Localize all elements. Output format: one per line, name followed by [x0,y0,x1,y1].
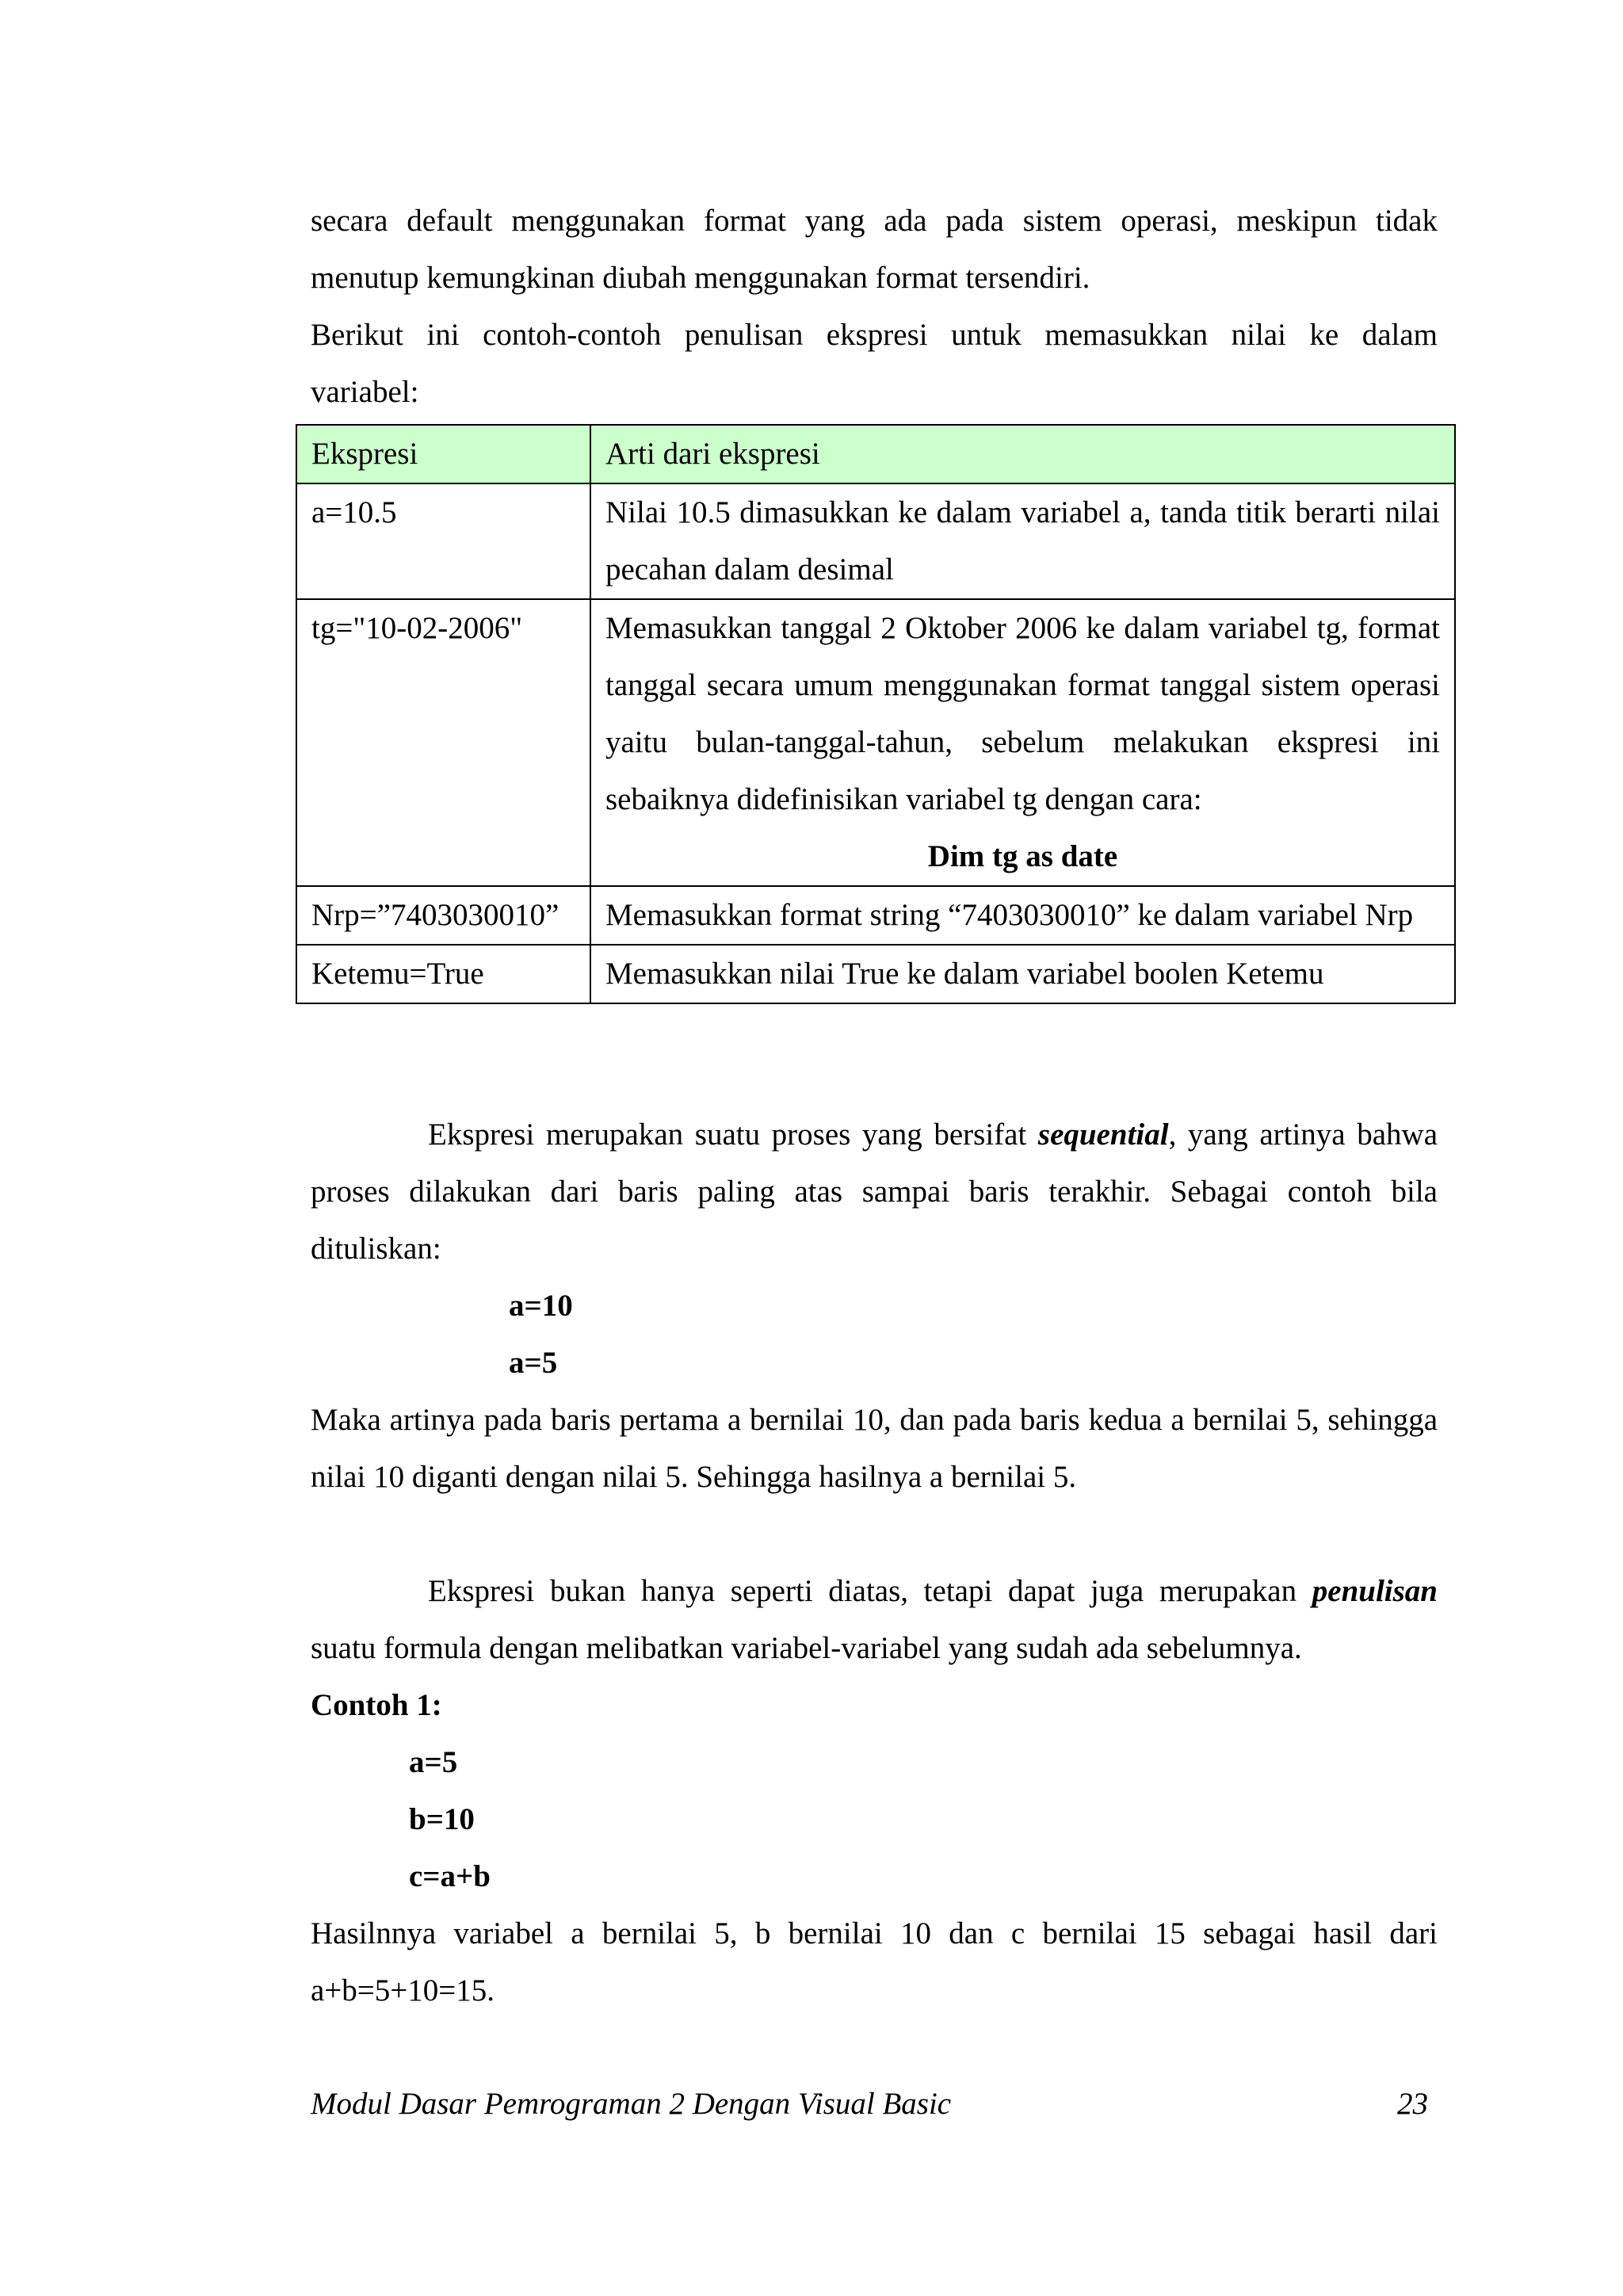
table-header-meaning: Arti dari ekspresi [590,425,1455,483]
intro-line-1: secara default menggunakan format yang ada pada sistem operasi, meskipun tidak [311,204,1438,238]
table-row [296,945,1455,1003]
intro-line-4: variabel: [311,375,419,409]
paragraph-text: , yang artinya bahwa proses dilakukan dari baris paling atas sampai baris terakhir. Sebagai contoh bila dituliskan: [311,1117,1438,1266]
table-header-row [296,425,1455,483]
table-cell-meaning: Memasukkan format string “7403030010” ke dalam variabel Nrp [590,886,1455,945]
page-number: 23 [1397,2087,1428,2121]
table-cell-expression: tg="10-02-2006" [296,599,590,886]
example-heading: Contoh 1: [311,1688,442,1722]
table-cell-expression: Nrp=”7403030010” [296,886,590,945]
paragraph-formula [311,1563,1438,1677]
code-line: c=a+b [409,1859,491,1893]
paragraph-text: suatu formula dengan melibatkan variabel-variabel yang sudah ada sebelumnya. [311,1631,1302,1665]
paragraph-text: Ekspresi bukan hanya seperti diatas, tetapi dapat juga merupakan [428,1574,1312,1608]
table-cell-meaning: Memasukkan nilai True ke dalam variabel boolen Ketemu [590,945,1455,1003]
table-cell-expression: a=10.5 [296,483,590,599]
table-cell-meaning [590,599,1455,886]
intro-line-2: menutup kemungkinan diubah menggunakan format tersendiri. [311,261,1090,295]
emphasis-sequential: sequential [1037,1117,1169,1152]
table-row [296,886,1455,945]
table-cell-expression: Ketemu=True [296,945,590,1003]
code-line: a=10 [509,1289,573,1323]
footer-title: Modul Dasar Pemrograman 2 Dengan Visual Basic [311,2087,952,2121]
table-row [296,599,1455,886]
paragraph-sequential [311,1106,1438,1278]
expression-table [296,424,1456,1004]
code-line: b=10 [409,1802,475,1836]
page-footer [311,2086,1428,2122]
code-line: a=5 [509,1346,558,1380]
table-header-expression: Ekspresi [296,425,590,483]
table-cell-meaning-text: Memasukkan tanggal 2 Oktober 2006 ke dalam variabel tg, format tanggal secara umum menggunakan format tanggal sistem operasi yaitu bulan-tanggal-tahun, sebelum melakukan ekspresi ini sebaiknya didefinisikan variabel tg dengan cara: [605,611,1440,816]
paragraph-text: Ekspresi merupakan suatu proses yang bersifat [428,1117,1038,1152]
table-row [296,483,1455,599]
emphasis-penulisan: penulisan [1312,1574,1438,1608]
paragraph-conclusion: Hasilnnya variabel a bernilai 5, b bernilai 10 dan c bernilai 15 sebagai hasil dari a+b=5+10=15. [311,1916,1438,2008]
intro-line-3: Berikut ini contoh-contoh penulisan ekspresi untuk memasukkan nilai ke dalam [311,318,1438,352]
table-cell-code: Dim tg as date [927,839,1118,873]
table-cell-meaning: Nilai 10.5 dimasukkan ke dalam variabel a, tanda titik berarti nilai pecahan dalam desimal [590,483,1455,599]
paragraph-result: Maka artinya pada baris pertama a bernilai 10, dan pada baris kedua a bernilai 5, sehingga nilai 10 diganti dengan nilai 5. Sehingga hasilnya a bernilai 5. [311,1403,1438,1494]
code-line: a=5 [409,1745,458,1779]
